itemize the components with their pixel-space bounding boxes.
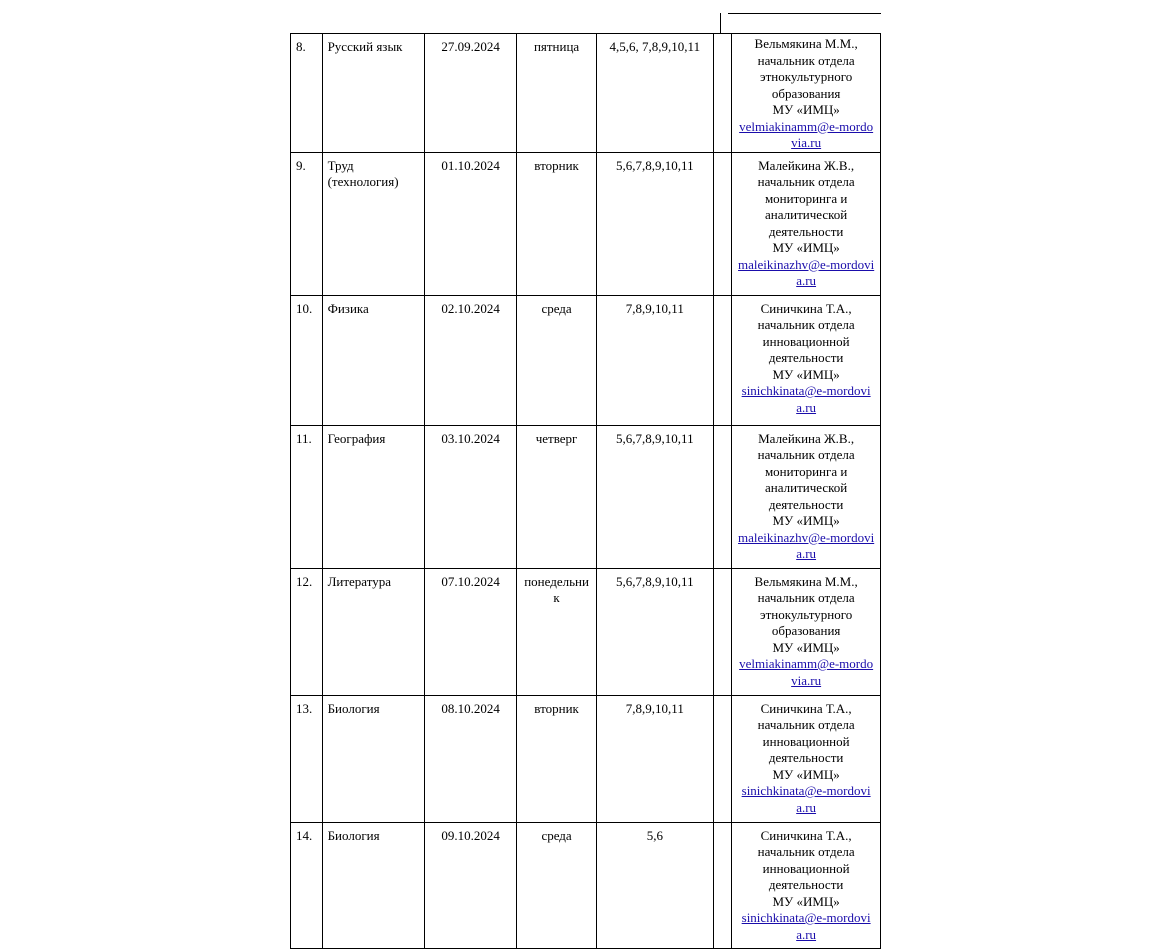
date-cell: 27.09.2024 [424, 34, 517, 153]
grades-cell: 5,6 [596, 822, 713, 948]
contact-cell [732, 695, 881, 822]
row-number: 12. [291, 568, 323, 695]
column-gap [713, 822, 731, 948]
table-row [291, 822, 881, 948]
row-number: 13. [291, 695, 323, 822]
table-row [291, 152, 881, 295]
contact-cell [732, 152, 881, 295]
grades-cell: 7,8,9,10,11 [596, 295, 713, 425]
date-cell: 01.10.2024 [424, 152, 517, 295]
column-gap [713, 695, 731, 822]
date-cell: 08.10.2024 [424, 695, 517, 822]
table-column-stub [720, 13, 721, 33]
weekday-cell: среда [517, 295, 596, 425]
contact-column-top-border [728, 13, 881, 14]
date-cell: 02.10.2024 [424, 295, 517, 425]
olympiad-schedule-table [290, 33, 881, 949]
weekday-cell: понедельник [517, 568, 596, 695]
contact-email-link[interactable]: sinichkinata@e-mordovia.ru [741, 783, 871, 815]
table-row [291, 568, 881, 695]
contact-person: Малейкина Ж.В., начальник отдела мониторинга и аналитической деятельности [757, 157, 855, 239]
grades-cell: 7,8,9,10,11 [596, 695, 713, 822]
subject-cell: Труд (технология) [322, 152, 424, 295]
row-number: 9. [291, 152, 323, 295]
contact-person: Вельмякина М.М., начальник отдела этнокультурного образования [754, 573, 858, 638]
date-cell: 07.10.2024 [424, 568, 517, 695]
column-gap [713, 425, 731, 568]
contact-cell [732, 568, 881, 695]
weekday-cell: пятница [517, 34, 596, 153]
subject-cell: Биология [322, 695, 424, 822]
contact-org: МУ «ИМЦ» [772, 766, 840, 782]
column-gap [713, 295, 731, 425]
column-gap [713, 152, 731, 295]
contact-person: Синичкина Т.А., начальник отдела инновационной деятельности [757, 700, 855, 765]
date-cell: 03.10.2024 [424, 425, 517, 568]
row-number: 8. [291, 34, 323, 153]
table-row [291, 34, 881, 153]
contact-cell [732, 295, 881, 425]
contact-person: Вельмякина М.М., начальник отдела этнокультурного образования [754, 36, 858, 101]
contact-email-link[interactable]: velmiakinamm@e-mordovia.ru [739, 118, 874, 150]
contact-person: Синичкина Т.А., начальник отдела инновационной деятельности [757, 827, 855, 892]
column-gap [713, 568, 731, 695]
row-number: 14. [291, 822, 323, 948]
subject-cell: Физика [322, 295, 424, 425]
grades-cell: 5,6,7,8,9,10,11 [596, 152, 713, 295]
subject-cell: География [322, 425, 424, 568]
contact-person: Малейкина Ж.В., начальник отдела мониторинга и аналитической деятельности [757, 430, 855, 512]
weekday-cell: среда [517, 822, 596, 948]
subject-cell: Биология [322, 822, 424, 948]
contact-email-link[interactable]: maleikinazhv@e-mordovia.ru [738, 256, 875, 288]
grades-cell: 5,6,7,8,9,10,11 [596, 568, 713, 695]
table-row [291, 295, 881, 425]
contact-org: МУ «ИМЦ» [772, 240, 840, 255]
contact-cell [732, 425, 881, 568]
subject-cell: Литература [322, 568, 424, 695]
grades-cell: 4,5,6, 7,8,9,10,11 [596, 34, 713, 153]
weekday-cell: четверг [517, 425, 596, 568]
row-number: 10. [291, 295, 323, 425]
weekday-cell: вторник [517, 152, 596, 295]
date-cell: 09.10.2024 [424, 822, 517, 948]
table-row [291, 695, 881, 822]
contact-person: Синичкина Т.А., начальник отдела инновационной деятельности [757, 300, 855, 365]
contact-email-link[interactable]: velmiakinamm@e-mordovia.ru [739, 656, 874, 688]
contact-email-link[interactable]: sinichkinata@e-mordovia.ru [741, 910, 871, 942]
contact-email-link[interactable]: sinichkinata@e-mordovia.ru [741, 383, 871, 415]
contact-org: МУ «ИМЦ» [772, 366, 840, 382]
contact-cell [732, 34, 881, 153]
column-gap [713, 34, 731, 153]
contact-org: МУ «ИМЦ» [772, 513, 840, 528]
contact-org: МУ «ИМЦ» [772, 639, 840, 655]
contact-org: МУ «ИМЦ» [772, 102, 840, 117]
subject-cell: Русский язык [322, 34, 424, 153]
contact-org: МУ «ИМЦ» [772, 893, 840, 909]
schedule-page [290, 13, 881, 942]
grades-cell: 5,6,7,8,9,10,11 [596, 425, 713, 568]
row-number: 11. [291, 425, 323, 568]
weekday-cell: вторник [517, 695, 596, 822]
contact-cell [732, 822, 881, 948]
table-row [291, 425, 881, 568]
contact-email-link[interactable]: maleikinazhv@e-mordovia.ru [738, 529, 875, 561]
